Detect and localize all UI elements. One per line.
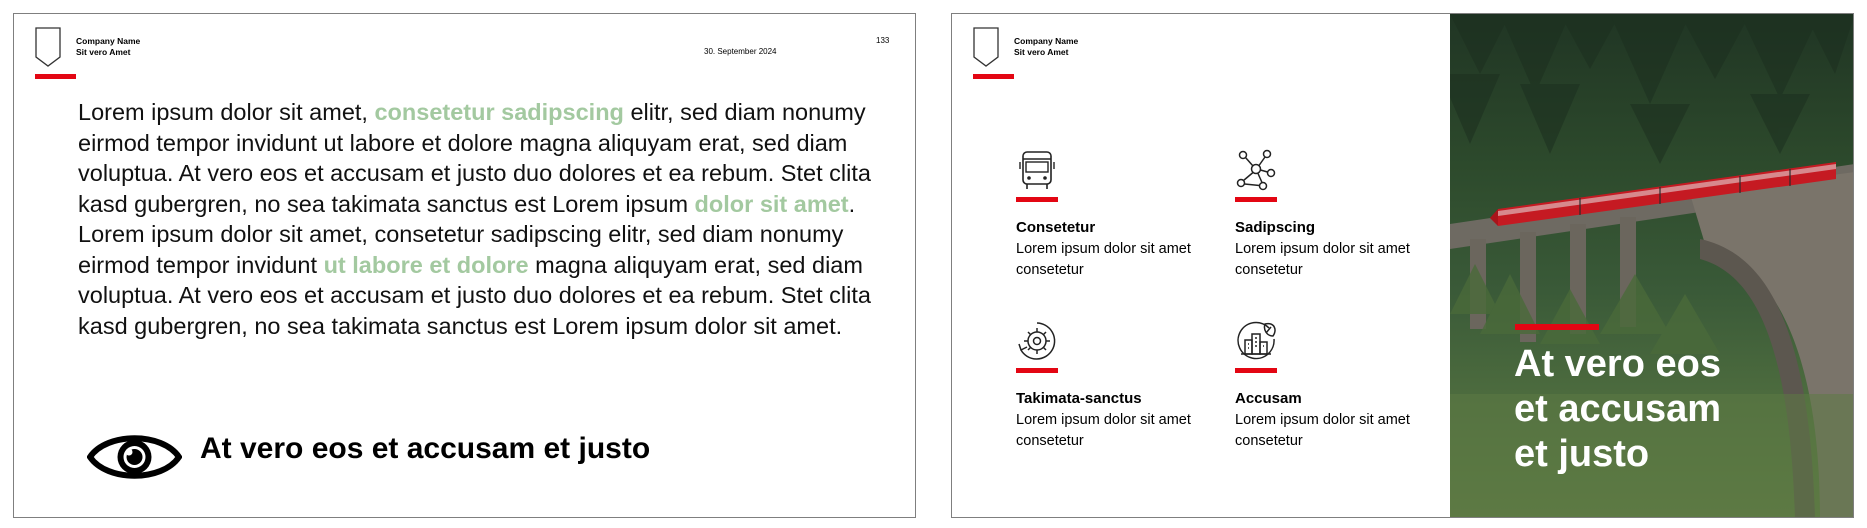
company-name-line1: Company Name <box>1014 36 1079 46</box>
network-icon <box>1235 149 1277 191</box>
body-text-3: . Lorem ipsum dolor sit amet, consetetur sadipscing elitr, sed diam nonumy eirmod tempor invidunt <box>78 190 856 278</box>
shield-logo-icon <box>35 27 61 67</box>
feature-item <box>1235 320 1435 452</box>
slide-date: 30. September 2024 <box>704 47 777 56</box>
slide-text <box>13 13 916 518</box>
header-accent-bar <box>973 74 1014 79</box>
photo-heading-line1: At vero eos <box>1514 343 1721 385</box>
photo-heading-line2: et accusam <box>1514 388 1722 430</box>
body-highlight-3: ut labore et dolore <box>323 251 529 278</box>
feature-title: Sadipscing <box>1235 219 1316 236</box>
feature-accent-bar <box>1235 197 1277 202</box>
feature-item <box>1235 149 1435 281</box>
feature-accent-bar <box>1016 368 1058 373</box>
body-text-4: magna aliquyam erat, sed diam voluptua. At vero eos et accusam et justo duo dolores et ea rebum. Stet clita kasd gubergren, no sea takimata sanctus est Lorem ipsum dolor sit amet. <box>78 251 871 339</box>
shield-logo-icon <box>973 27 999 67</box>
bus-icon <box>1016 149 1058 191</box>
body-text-2: elitr, sed diam nonumy eirmod tempor invidunt ut labore et dolore magna aliquyam erat, sed diam voluptua. At vero eos et accusam et justo duo dolores et ea rebum. Stet clita kasd gubergren, no sea takimata sanctus est Lorem ipsum <box>78 99 871 217</box>
company-name <box>1014 36 1078 58</box>
body-text-1: Lorem ipsum dolor sit amet, <box>78 99 375 125</box>
company-name-line1: Company Name <box>76 36 141 46</box>
gear-clock-icon <box>1016 320 1058 362</box>
feature-description: Lorem ipsum dolor sit amet consetetur <box>1016 241 1191 278</box>
caption-heading: At vero eos et accusam et justo <box>200 432 651 465</box>
feature-title: Takimata-sanctus <box>1016 390 1142 407</box>
feature-title: Accusam <box>1235 390 1302 407</box>
eye-icon <box>87 427 182 487</box>
eco-city-icon <box>1235 320 1277 362</box>
photo-heading-line3: et justo <box>1514 433 1650 475</box>
feature-accent-bar <box>1235 368 1277 373</box>
photo-accent-bar <box>1515 324 1599 330</box>
feature-item <box>1016 149 1216 281</box>
body-paragraph <box>78 97 888 341</box>
photo-heading <box>1514 342 1814 477</box>
body-highlight-1: consetetur sadipscing <box>374 99 624 125</box>
feature-title: Consetetur <box>1016 219 1096 236</box>
feature-description: Lorem ipsum dolor sit amet consetetur <box>1235 241 1410 278</box>
page-number: 133 <box>876 36 890 45</box>
train-viaduct-photo <box>1450 14 1854 518</box>
body-highlight-2: dolor sit amet <box>694 190 849 217</box>
company-name-line2: Sit vero Amet <box>1014 47 1069 57</box>
feature-accent-bar <box>1016 197 1058 202</box>
feature-description: Lorem ipsum dolor sit amet consetetur <box>1016 412 1191 449</box>
slide-features <box>951 13 1854 518</box>
company-name-line2: Sit vero Amet <box>76 47 131 57</box>
feature-description: Lorem ipsum dolor sit amet consetetur <box>1235 412 1410 449</box>
feature-item <box>1016 320 1216 452</box>
company-name <box>76 36 140 58</box>
header-accent-bar <box>35 74 76 79</box>
